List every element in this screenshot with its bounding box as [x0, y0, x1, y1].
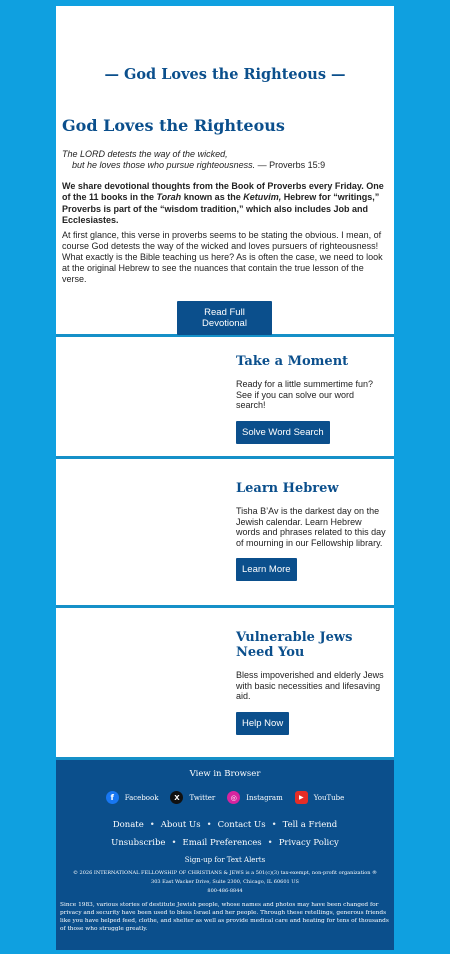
- verse-quote: [62, 149, 388, 171]
- verse-reference: — Proverbs 15:9: [255, 160, 326, 170]
- facebook-link[interactable]: [106, 791, 159, 804]
- about-us-link[interactable]: About Us: [160, 820, 201, 830]
- tell-a-friend-link[interactable]: Tell a Friend: [282, 820, 338, 830]
- devotional-intro: [62, 181, 388, 226]
- separator: •: [171, 838, 177, 848]
- feature-text: Ready for a little summertime fun? See if you can solve our word search!: [236, 379, 374, 410]
- verse-line-1: The LORD detests the way of the wicked,: [62, 149, 228, 159]
- email-preferences-link[interactable]: Email Preferences: [182, 838, 262, 848]
- solve-word-search-button[interactable]: Solve Word Search: [236, 421, 330, 444]
- read-full-devotional-button[interactable]: Read Full Devotional: [177, 301, 272, 335]
- x-icon: X: [170, 791, 183, 804]
- contact-us-link[interactable]: Contact Us: [217, 820, 266, 830]
- intro-torah: Torah: [156, 192, 182, 203]
- intro-part: known as the: [181, 192, 244, 203]
- story-disclaimer: Since 1983, various stories of destitute Jewish people, whose names and photos may have been changed for privacy and security have been used to bless Israel and her people. Through these retellings, generous friends like you have helped feed, clothe, and shelter as well as provide medical care and heating for tens of thousands of those who struggle greatly.: [60, 902, 389, 932]
- social-label: Instagram: [246, 793, 283, 802]
- social-links: [56, 791, 394, 804]
- unsubscribe-link[interactable]: Unsubscribe: [111, 838, 166, 848]
- instagram-icon: ◎: [227, 791, 240, 804]
- legal-info: [62, 869, 388, 896]
- youtube-icon: ▶: [295, 791, 308, 804]
- devotional-title: God Loves the Righteous: [62, 116, 285, 135]
- feature-title: Take a Moment: [236, 354, 349, 369]
- intro-part: We share devotional thoughts from the Book of Proverbs every Friday. One of the 11 books in the: [62, 181, 384, 203]
- banner-title: — God Loves the Righteous —: [104, 66, 346, 83]
- twitter-link[interactable]: [170, 791, 215, 804]
- footer-links-row-1: [56, 820, 394, 830]
- social-label: Facebook: [124, 793, 159, 802]
- footer-links-row-2: [56, 838, 394, 848]
- separator: •: [206, 820, 212, 830]
- verse-line-2: but he loves those who pursue righteousness.: [72, 160, 256, 170]
- phone: 800-486-8844: [207, 888, 243, 894]
- feature-text: Tisha B’Av is the darkest day on the Jewish calendar. Learn Hebrew words and phrases related to this day of mourning in our Fellowship library.: [236, 506, 386, 548]
- learn-hebrew-card: [56, 459, 394, 608]
- privacy-policy-link[interactable]: Privacy Policy: [278, 838, 339, 848]
- text-alerts-link[interactable]: Sign-up for Text Alerts: [184, 856, 266, 864]
- devotional-body: At first glance, this verse in proverbs seems to be stating the obvious. I mean, of course God detests the way of the wicked and loves pursuers of righteousness! What exactly is the Bible teaching us here? As is often the case, we need to look at the original Hebrew to see the nuances that contain the true lesson of the verse.: [62, 230, 383, 284]
- intro-part: Hebrew for “writings,” Proverbs is part of the “wisdom tradition,” which also includes Job and Ecclesiastes.: [62, 192, 380, 225]
- feature-text: Bless impoverished and elderly Jews with basic necessities and lifesaving aid.: [236, 670, 384, 701]
- help-now-button[interactable]: Help Now: [236, 712, 289, 735]
- learn-more-button[interactable]: Learn More: [236, 558, 297, 581]
- copyright: © 2026 INTERNATIONAL FELLOWSHIP OF CHRISTIANS & JEWS is a 501(c)(3) tax-exempt, non-profit organization ®: [72, 870, 378, 876]
- separator: •: [271, 820, 277, 830]
- address: 303 East Wacker Drive, Suite 2300, Chicago, IL 60601 US: [151, 879, 299, 885]
- word-search-card: [56, 337, 394, 459]
- youtube-link[interactable]: [295, 791, 345, 804]
- intro-ketuvim: Ketuvim,: [243, 192, 282, 203]
- social-label: YouTube: [313, 793, 345, 802]
- separator: •: [149, 820, 155, 830]
- donate-link[interactable]: Donate: [112, 820, 144, 830]
- email-container: [56, 6, 394, 950]
- social-label: Twitter: [189, 793, 216, 802]
- view-in-browser-link[interactable]: View in Browser: [189, 769, 261, 779]
- footer: [56, 760, 394, 950]
- instagram-link[interactable]: [227, 791, 283, 804]
- vulnerable-jews-card: [56, 608, 394, 760]
- devotional-card: [56, 6, 394, 337]
- feature-title: Learn Hebrew: [236, 481, 339, 496]
- feature-title: Vulnerable Jews Need You: [236, 630, 353, 660]
- separator: •: [267, 838, 273, 848]
- facebook-icon: f: [106, 791, 119, 804]
